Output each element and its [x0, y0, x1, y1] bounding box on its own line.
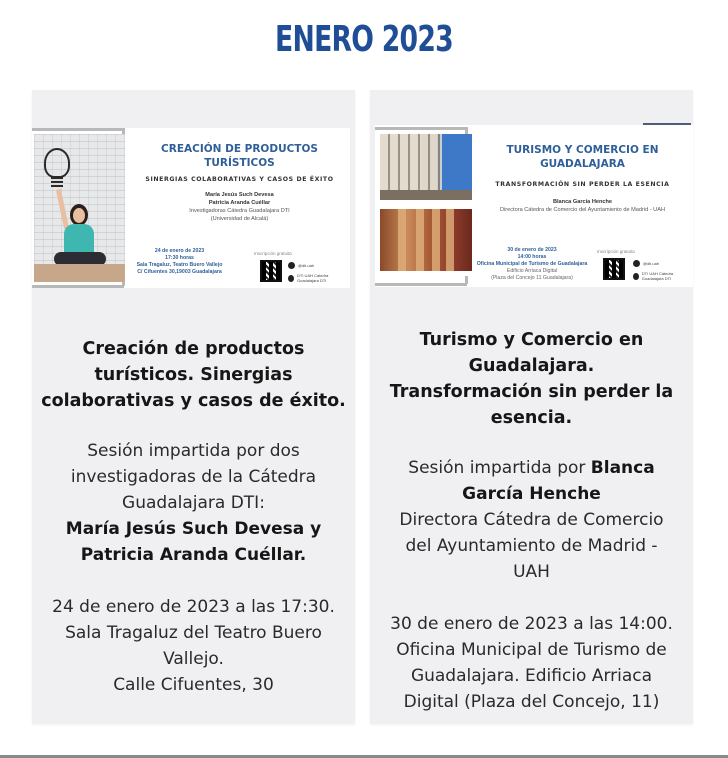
poster-inscription: Inscripción gratuita: [254, 251, 292, 256]
linkedin-icon: [288, 275, 294, 282]
street-photo: [380, 134, 472, 200]
poster-heading: [132, 142, 347, 223]
poster-subtitle: SINERGIAS COLABORATIVAS Y CASOS DE ÉXITO: [145, 176, 334, 183]
qr-code-icon[interactable]: [260, 260, 282, 282]
event-title-line: turísticos. Sinergias: [94, 365, 293, 385]
column: [432, 209, 440, 271]
event-poster-2[interactable]: [375, 125, 693, 287]
event-title-line: colaborativas y casos de éxito.: [41, 391, 346, 411]
social-handle: DTI UAH Cátedra Guadalajara DTI: [641, 271, 674, 281]
speaker-name: García Henche: [462, 484, 601, 504]
linkedin-icon: [633, 273, 639, 280]
page-title: ENERO 2023: [275, 19, 453, 60]
event-title-line: Creación de productos: [82, 339, 305, 359]
poster-speakers: [132, 191, 347, 207]
location-line: 30 de enero de 2023 a las 14:00.: [390, 614, 673, 634]
event-card-2: [370, 90, 693, 724]
frame-line: [375, 283, 467, 286]
session-line: Guadalajara DTI:: [122, 493, 265, 513]
location-line: Oficina Municipal de Turismo de: [396, 640, 667, 660]
social-handle: DTI UAH Cátedra Guadalajara DTI: [297, 273, 329, 283]
poster-time: 14:00 horas: [517, 254, 547, 260]
location-line: Vallejo.: [163, 649, 224, 669]
poster-title: [475, 143, 690, 171]
event-session: [32, 438, 355, 568]
session-line: investigadoras de la Cátedra: [70, 467, 317, 487]
event-description-1: [32, 336, 355, 698]
role-line: Directora Cátedra de Comercio: [399, 510, 664, 530]
event-poster-1[interactable]: [32, 128, 350, 288]
poster-place: Sala Tragaluz, Teatro Buero Vallejo: [136, 262, 223, 268]
poster-date-block: [132, 248, 227, 276]
poster-title-line: CREACIÓN DE PRODUCTOS: [161, 143, 318, 155]
poster-place: (Plaza del Concejo 11 Guadalajara): [491, 275, 573, 281]
event-title-line: Turismo y Comercio en: [419, 330, 644, 350]
person-face: [73, 208, 85, 223]
poster-date-block: [473, 247, 591, 282]
speaker-name: Blanca: [590, 458, 655, 478]
column: [446, 209, 454, 271]
lightbulb-base: [51, 177, 63, 187]
social-linkedin: [633, 271, 693, 281]
event-title: [32, 336, 355, 414]
instagram-icon: [633, 260, 640, 267]
lightbulb-photo: [34, 134, 125, 282]
poster-speaker: María Jesús Such Devesa: [205, 192, 274, 198]
frame-line: [375, 127, 467, 130]
column: [416, 209, 424, 271]
location-line: Calle Cifuentes, 30: [113, 675, 274, 695]
social-linkedin: [288, 273, 350, 283]
poster-inscription: Inscripción gratuita: [597, 249, 635, 254]
event-session: [370, 455, 693, 585]
location-line: Digital (Plaza del Concejo, 11): [403, 692, 660, 712]
column: [398, 209, 406, 271]
poster-role: (Universidad de Alcalá): [210, 216, 269, 222]
poster-subtitle: TRANSFORMACIÓN SIN PERDER LA ESENCIA: [495, 181, 670, 188]
frame-line: [32, 285, 124, 288]
event-title-line: Guadalajara.: [468, 356, 595, 376]
social-handle: @dti.uah: [298, 263, 315, 268]
social-instagram: [633, 260, 659, 267]
social-handle: @dti.uah: [643, 261, 660, 266]
lightbulb-icon: [44, 148, 70, 178]
poster-title: [132, 142, 347, 170]
frame-line: [32, 128, 124, 131]
poster-speaker: Patricia Aranda Cuéllar: [208, 200, 271, 206]
location-line: 24 de enero de 2023 a las 17:30.: [52, 597, 335, 617]
event-location: [370, 611, 693, 715]
poster-role: Directora Cátedra de Comercio del Ayuntamiento de Madrid - UAH: [500, 207, 665, 213]
poster-speaker: Blanca García Henche: [552, 199, 613, 205]
session-prefix: Sesión impartida por: [408, 458, 586, 478]
palace-photo: [380, 209, 472, 271]
person-arm: [56, 189, 69, 229]
qr-code-icon[interactable]: [603, 258, 625, 280]
poster-time: 17:30 horas: [165, 255, 194, 261]
event-location: [32, 594, 355, 698]
session-line: Sesión impartida por dos: [87, 441, 300, 461]
event-title-line: Transformación sin perder la: [389, 382, 674, 402]
social-instagram: [288, 262, 314, 269]
poster-role: Investigadoras Cátedra Guadalajara DTI: [189, 208, 290, 214]
ground: [380, 190, 472, 200]
poster-title-line: TURÍSTICOS: [204, 157, 275, 169]
poster-date: 30 de enero de 2023: [507, 247, 557, 253]
poster-title-line: GUADALAJARA: [540, 158, 625, 170]
instagram-icon: [288, 262, 295, 269]
location-line: Sala Tragaluz del Teatro Buero: [65, 623, 322, 643]
role-line: UAH: [513, 562, 550, 582]
speaker-name: Patricia Aranda Cuéllar.: [80, 545, 307, 565]
poster-place: Edificio Arriaca Digital: [506, 268, 558, 274]
frame-line: [465, 276, 468, 284]
event-card-1: [32, 90, 355, 724]
poster-place: Oficina Municipal de Turismo de Guadalajara: [476, 261, 588, 267]
poster-date: 24 de enero de 2023: [154, 248, 205, 254]
floor: [34, 264, 125, 282]
poster-heading: [475, 143, 690, 214]
event-title-line: esencia.: [490, 408, 573, 428]
poster-title-line: TURISMO Y COMERCIO EN: [506, 144, 659, 156]
event-title: [370, 327, 693, 431]
role-line: del Ayuntamiento de Madrid -: [405, 536, 658, 556]
speaker-name: María Jesús Such Devesa y: [65, 519, 322, 539]
poster-place: C/ Cifuentes 30,19003 Guadalajara: [137, 269, 222, 275]
location-line: Guadalajara. Edificio Arriaca: [410, 666, 653, 686]
event-description-2: [370, 327, 693, 715]
